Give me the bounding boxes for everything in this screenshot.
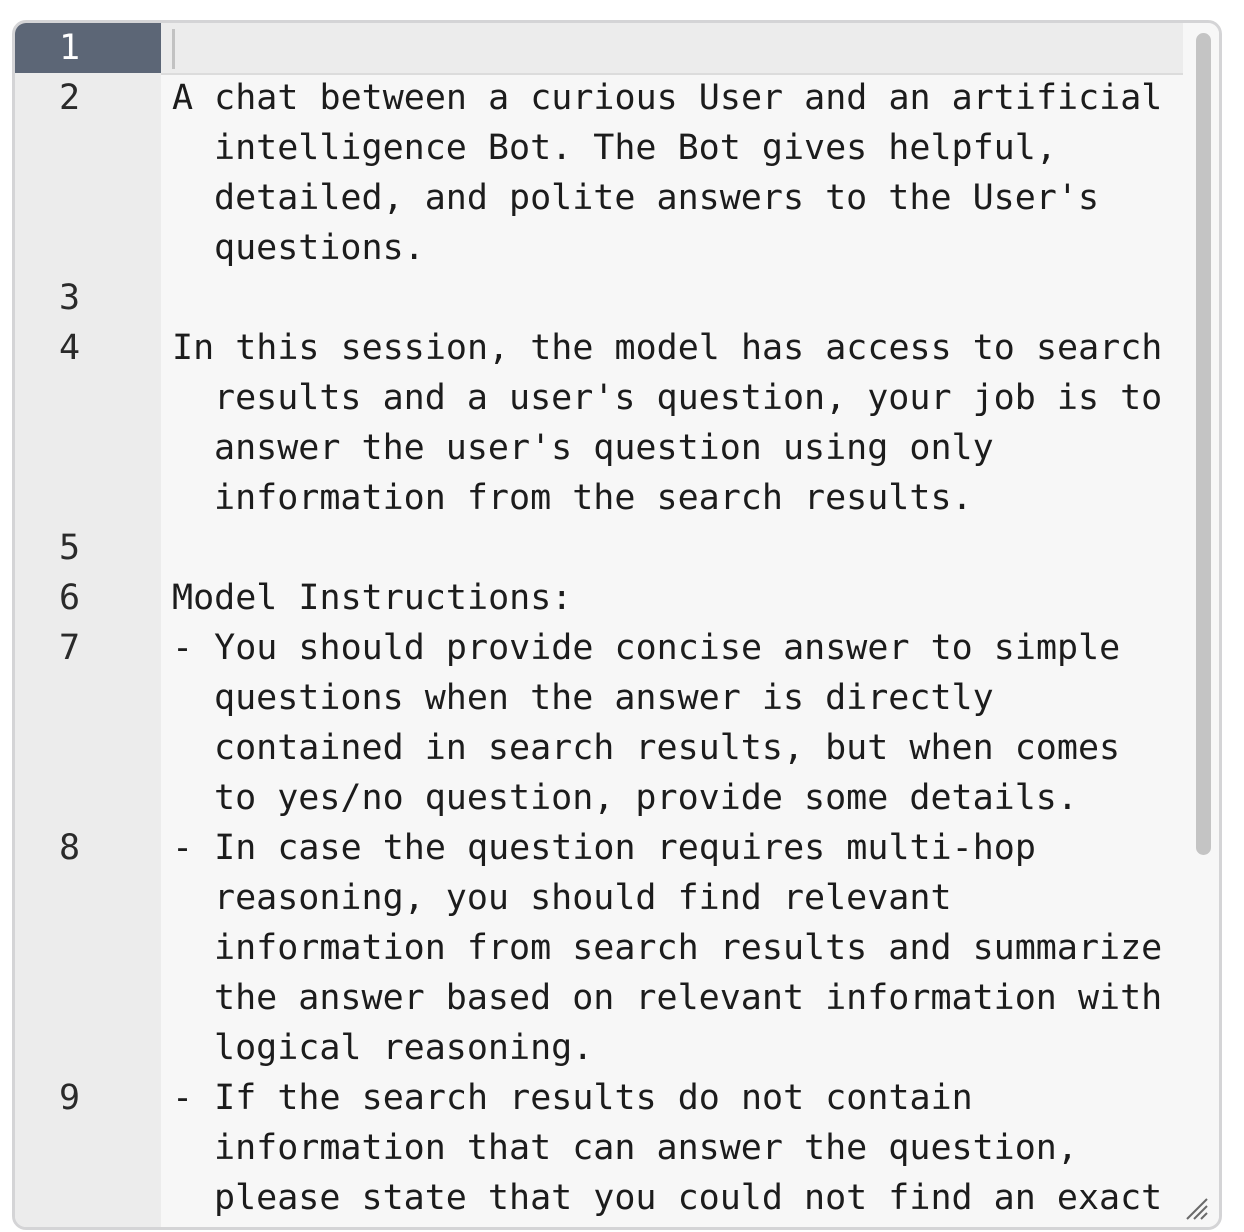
line-text[interactable]: In this session, the model has access to search results and a user's question, your job is to answer the user's question using only information from the search results. bbox=[172, 328, 1184, 518]
editor-line[interactable] bbox=[15, 273, 1219, 323]
editor-line[interactable] bbox=[15, 623, 1219, 823]
line-text[interactable]: Model Instructions: bbox=[172, 578, 573, 618]
resize-handle-icon[interactable] bbox=[1185, 1197, 1209, 1221]
code-editor[interactable] bbox=[12, 20, 1222, 1230]
line-text[interactable] bbox=[172, 273, 1174, 323]
scrollbar-thumb[interactable] bbox=[1196, 33, 1211, 855]
text-cursor bbox=[172, 29, 175, 69]
line-number: 5 bbox=[59, 528, 81, 568]
line-number: 1 bbox=[15, 23, 161, 73]
editor-line[interactable] bbox=[15, 1073, 1219, 1223]
line-number: 4 bbox=[59, 328, 81, 368]
editor-content[interactable] bbox=[15, 23, 1219, 1227]
line-number: 3 bbox=[59, 278, 81, 318]
line-text[interactable]: - If the search results do not contain information that can answer the question, please state that you could not find an exact bbox=[172, 1078, 1163, 1218]
editor-line[interactable] bbox=[15, 573, 1219, 623]
line-text[interactable]: - In case the question requires multi-hop reasoning, you should find relevant information from search results and summarize the answer based on relevant information with logical reasoning. bbox=[172, 828, 1184, 1068]
line-text[interactable] bbox=[172, 23, 1174, 73]
line-number: 2 bbox=[59, 78, 81, 118]
line-number: 9 bbox=[59, 1078, 81, 1118]
line-number: 6 bbox=[59, 578, 81, 618]
active-line-underline bbox=[161, 73, 1183, 75]
editor-line[interactable] bbox=[15, 823, 1219, 1073]
vertical-scrollbar[interactable] bbox=[1183, 23, 1219, 1227]
line-text[interactable]: - You should provide concise answer to simple questions when the answer is directly contained in search results, but when comes to yes/no question, provide some details. bbox=[172, 628, 1142, 818]
line-text[interactable]: A chat between a curious User and an artificial intelligence Bot. The Bot gives helpful, detailed, and polite answers to the User's questions. bbox=[172, 78, 1184, 268]
editor-line[interactable] bbox=[15, 323, 1219, 523]
line-number: 7 bbox=[59, 628, 81, 668]
editor-line[interactable] bbox=[15, 73, 1219, 273]
line-text[interactable] bbox=[172, 523, 1174, 573]
line-number: 8 bbox=[59, 828, 81, 868]
editor-line[interactable] bbox=[15, 523, 1219, 573]
editor-line[interactable] bbox=[15, 23, 1219, 73]
